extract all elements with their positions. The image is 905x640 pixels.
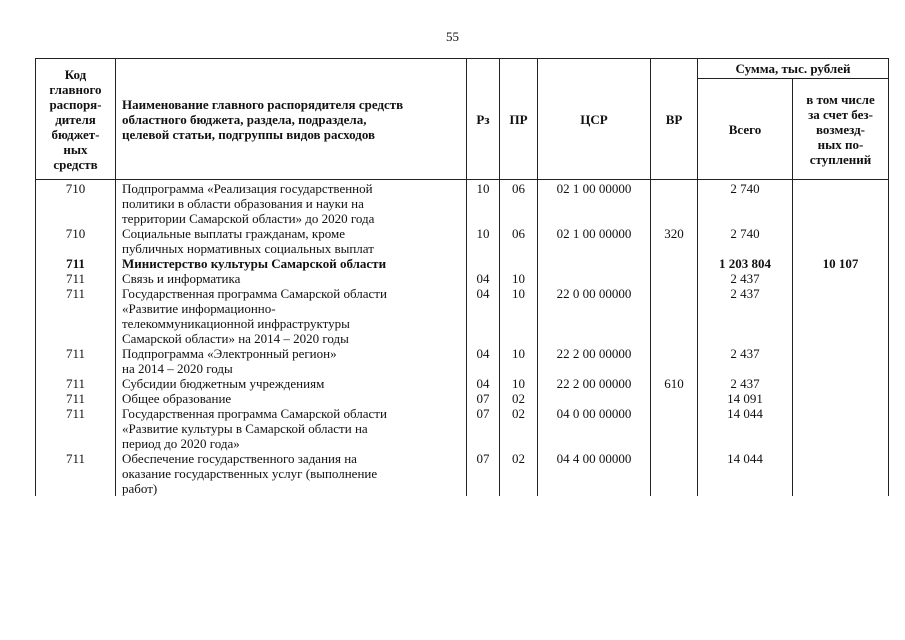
cell-csr: 22 2 00 00000 xyxy=(538,376,651,391)
cell-rz: 04 xyxy=(467,346,500,376)
cell-total: 14 044 xyxy=(698,406,793,451)
header-text-line: Код xyxy=(64,66,87,82)
cell-gratis xyxy=(793,346,889,376)
cell-pr: 02 xyxy=(500,406,538,451)
header-code xyxy=(36,59,116,180)
cell-code: 711 xyxy=(36,451,116,496)
cell-vr xyxy=(651,180,698,227)
cell-gratis xyxy=(793,406,889,451)
cell-rz: 07 xyxy=(467,391,500,406)
cell-pr: 06 xyxy=(500,226,538,256)
cell-name xyxy=(116,376,467,391)
cell-name-line: Подпрограмма «Электронный регион» xyxy=(122,346,337,361)
header-text-line: ных по- xyxy=(817,136,864,152)
table-row xyxy=(36,271,889,286)
cell-name-line: телекоммуникационной инфраструктуры xyxy=(122,316,350,331)
cell-pr: 02 xyxy=(500,391,538,406)
cell-rz: 04 xyxy=(467,286,500,346)
cell-name-line: работ) xyxy=(122,481,158,496)
cell-gratis xyxy=(793,286,889,346)
header-vr: ВР xyxy=(651,59,698,180)
cell-rz: 10 xyxy=(467,180,500,227)
cell-gratis xyxy=(793,391,889,406)
cell-code: 711 xyxy=(36,286,116,346)
cell-name-line: период до 2020 года» xyxy=(122,436,240,451)
header-text-line: целевой статьи, подгруппы видов расходов xyxy=(122,126,376,142)
cell-pr: 10 xyxy=(500,286,538,346)
cell-name-line: Государственная программа Самарской области xyxy=(122,286,387,301)
header-text-line: бюджет- xyxy=(51,126,100,142)
cell-name-line: Субсидии бюджетным учреждениям xyxy=(122,376,325,391)
cell-name xyxy=(116,271,467,286)
cell-code: 711 xyxy=(36,256,116,271)
cell-name-line: Подпрограмма «Реализация государственной xyxy=(122,181,373,196)
cell-pr: 10 xyxy=(500,346,538,376)
header-text-line: средств xyxy=(53,156,98,172)
cell-vr xyxy=(651,451,698,496)
cell-gratis: 10 107 xyxy=(793,256,889,271)
cell-name-line: Социальные выплаты гражданам, кроме xyxy=(122,226,345,241)
table-header xyxy=(36,59,889,180)
cell-name-line: публичных нормативных социальных выплат xyxy=(122,241,374,256)
table-row xyxy=(36,376,889,391)
cell-total: 2 740 xyxy=(698,226,793,256)
cell-name xyxy=(116,391,467,406)
cell-csr: 04 4 00 00000 xyxy=(538,451,651,496)
cell-csr xyxy=(538,271,651,286)
cell-pr xyxy=(500,256,538,271)
cell-name-line: Министерство культуры Самарской области xyxy=(122,256,387,271)
cell-name xyxy=(116,286,467,346)
table-row xyxy=(36,226,889,256)
cell-total: 2 437 xyxy=(698,286,793,346)
cell-vr xyxy=(651,271,698,286)
cell-csr: 02 1 00 00000 xyxy=(538,180,651,227)
cell-name-line: оказание государственных услуг (выполнение xyxy=(122,466,378,481)
header-csr: ЦСР xyxy=(538,59,651,180)
cell-vr: 610 xyxy=(651,376,698,391)
header-text-line: главного xyxy=(49,81,102,97)
cell-name-line: Государственная программа Самарской области xyxy=(122,406,387,421)
cell-name xyxy=(116,226,467,256)
cell-pr: 06 xyxy=(500,180,538,227)
cell-total: 1 203 804 xyxy=(698,256,793,271)
cell-rz: 07 xyxy=(467,451,500,496)
header-gratis xyxy=(793,79,889,180)
cell-csr: 04 0 00 00000 xyxy=(538,406,651,451)
cell-code: 711 xyxy=(36,391,116,406)
cell-name-line: Обеспечение государственного задания на xyxy=(122,451,357,466)
cell-vr xyxy=(651,256,698,271)
cell-csr xyxy=(538,391,651,406)
cell-pr: 10 xyxy=(500,376,538,391)
cell-rz xyxy=(467,256,500,271)
cell-name xyxy=(116,451,467,496)
header-text-line: возмезд- xyxy=(816,121,865,137)
cell-rz: 04 xyxy=(467,376,500,391)
table-body xyxy=(36,180,889,497)
header-text-line: распоря- xyxy=(49,96,102,112)
table-row xyxy=(36,180,889,227)
cell-code: 711 xyxy=(36,406,116,451)
header-text-line: дителя xyxy=(55,111,96,127)
cell-name-line: Связь и информатика xyxy=(122,271,241,286)
cell-rz: 07 xyxy=(467,406,500,451)
cell-code: 711 xyxy=(36,376,116,391)
cell-csr xyxy=(538,256,651,271)
table-row xyxy=(36,256,889,271)
cell-code: 710 xyxy=(36,226,116,256)
cell-name xyxy=(116,406,467,451)
cell-vr xyxy=(651,346,698,376)
header-text-line: ных xyxy=(63,141,88,157)
table-row xyxy=(36,286,889,346)
cell-total: 2 437 xyxy=(698,271,793,286)
cell-gratis xyxy=(793,451,889,496)
cell-csr: 22 0 00 00000 xyxy=(538,286,651,346)
header-name xyxy=(116,59,467,180)
table-row xyxy=(36,451,889,496)
cell-total: 2 437 xyxy=(698,376,793,391)
header-sum: Сумма, тыс. рублей xyxy=(698,59,889,79)
cell-code: 711 xyxy=(36,346,116,376)
cell-vr xyxy=(651,286,698,346)
cell-name xyxy=(116,180,467,227)
table-row xyxy=(36,406,889,451)
cell-rz: 04 xyxy=(467,271,500,286)
cell-gratis xyxy=(793,226,889,256)
header-text-line: областного бюджета, раздела, подраздела, xyxy=(122,111,367,127)
table-row xyxy=(36,346,889,376)
cell-name xyxy=(116,346,467,376)
cell-code: 711 xyxy=(36,271,116,286)
cell-total: 2 437 xyxy=(698,346,793,376)
cell-csr: 02 1 00 00000 xyxy=(538,226,651,256)
cell-code: 710 xyxy=(36,180,116,227)
header-total: Всего xyxy=(698,79,793,180)
cell-csr: 22 2 00 00000 xyxy=(538,346,651,376)
header-text-line: в том числе xyxy=(806,91,875,107)
cell-total: 14 044 xyxy=(698,451,793,496)
cell-total: 2 740 xyxy=(698,180,793,227)
cell-gratis xyxy=(793,376,889,391)
cell-name-line: политики в области образования и науки на xyxy=(122,196,364,211)
cell-name-line: «Развитие информационно- xyxy=(122,301,276,316)
cell-gratis xyxy=(793,271,889,286)
table-row xyxy=(36,391,889,406)
cell-vr xyxy=(651,406,698,451)
budget-table xyxy=(35,58,889,496)
header-rz: Рз xyxy=(467,59,500,180)
cell-name-line: на 2014 – 2020 годы xyxy=(122,361,233,376)
cell-vr xyxy=(651,391,698,406)
cell-pr: 10 xyxy=(500,271,538,286)
cell-name xyxy=(116,256,467,271)
cell-name-line: Общее образование xyxy=(122,391,232,406)
cell-rz: 10 xyxy=(467,226,500,256)
header-text-line: Наименование главного распорядителя средств xyxy=(122,96,404,112)
header-text-line: ступлений xyxy=(809,151,872,167)
cell-total: 14 091 xyxy=(698,391,793,406)
cell-vr: 320 xyxy=(651,226,698,256)
header-text-line: за счет без- xyxy=(808,106,873,122)
cell-name-line: территории Самарской области» до 2020 года xyxy=(122,211,375,226)
cell-gratis xyxy=(793,180,889,227)
cell-name-line: «Развитие культуры в Самарской области на xyxy=(122,421,368,436)
cell-pr: 02 xyxy=(500,451,538,496)
page-number: 55 xyxy=(446,29,459,44)
cell-name-line: Самарской области» на 2014 – 2020 годы xyxy=(122,331,349,346)
header-pr: ПР xyxy=(500,59,538,180)
